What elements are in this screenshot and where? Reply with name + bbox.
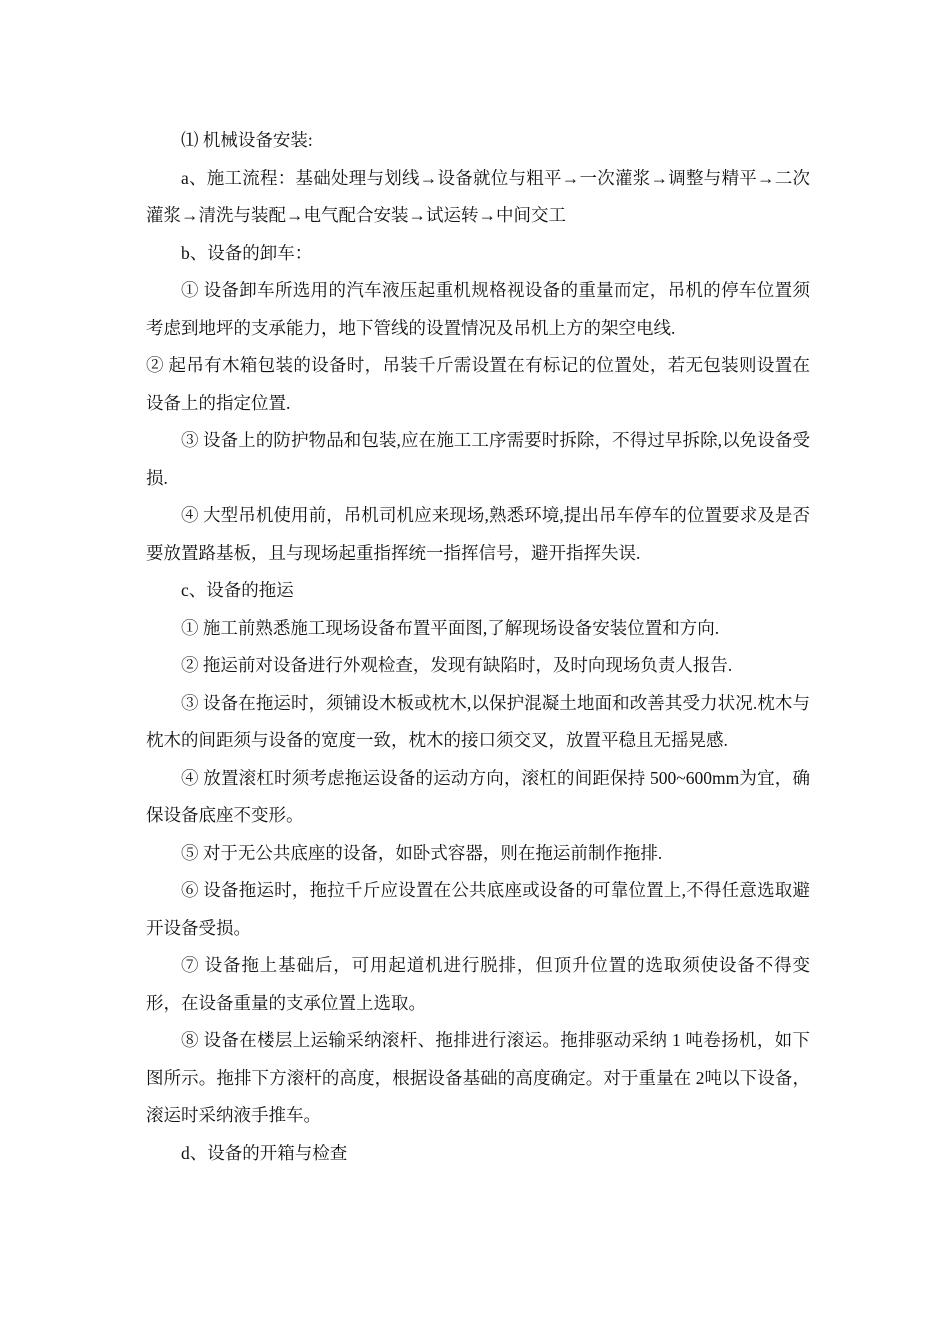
- paragraph-unloading-4: ④ 大型吊机使用前，吊机司机应来现场,熟悉环境,提出吊车停车的位置要求及是否要放置路基板，且与现场起重指挥统一指挥信号，避开指挥失误.: [146, 505, 810, 563]
- paragraph-transport-4: ④ 放置滚杠时须考虑拖运设备的运动方向，滚杠的间距保持 500~600mm为宜，确保设备底座不变形。: [146, 767, 810, 825]
- paragraph-transport-7: ⑦ 设备拖上基础后，可用起道机进行脱排，但顶升位置的选取须使设备不得变形，在设备重量的支承位置上选取。: [146, 955, 810, 1013]
- paragraph-transport-3: ③ 设备在拖运时，须铺设木板或枕木,以保护混凝土地面和改善其受力状况.枕木与枕木的间距须与设备的宽度一致，枕木的接口须交叉，放置平稳且无摇晃感.: [146, 692, 810, 750]
- heading-mechanical-install: ⑴ 机械设备安装:: [181, 130, 313, 150]
- paragraph-transport-8: ⑧ 设备在楼层上运输采纳滚杆、拖排进行滚运。拖排驱动采纳 1 吨卷扬机，如下图所示。拖排下方滚杆的高度，根据设备基础的高度确定。对于重量在 2吨以下设备，滚运时采纳液手推车。: [146, 1030, 810, 1125]
- paragraph-transport-2: ② 拖运前对设备进行外观检查，发现有缺陷时，及时向现场负责人报告.: [181, 655, 733, 675]
- paragraph-unloading-1: ① 设备卸车所选用的汽车液压起重机规格视设备的重量而定，吊机的停车位置须考虑到地坪的支承能力，地下管线的设置情况及吊机上方的架空电线.: [146, 280, 810, 338]
- subheading-unpacking: d、设备的开箱与检查: [181, 1142, 348, 1163]
- paragraph-unloading-2: ② 起吊有木箱包装的设备时，吊装千斤需设置在有标记的位置处，若无包装则设置在设备上的指定位置.: [146, 355, 810, 413]
- paragraph-transport-5: ⑤ 对于无公共底座的设备，如卧式容器，则在拖运前制作拖排.: [181, 842, 663, 863]
- paragraph-transport-1: ① 施工前熟悉施工现场设备布置平面图,了解现场设备安装位置和方向.: [181, 617, 720, 638]
- subheading-transport: c、设备的拖运: [181, 580, 294, 600]
- paragraph-unloading-3: ③ 设备上的防护物品和包装,应在施工工序需要时拆除，不得过早拆除,以免设备受损.: [146, 430, 810, 488]
- document-page: [146, 122, 810, 1172]
- subheading-unloading: b、设备的卸车：: [181, 242, 313, 263]
- paragraph-construction-flow: a、施工流程：基础处理与划线→设备就位与粗平→一次灌浆→调整与精平→二次灌浆→清洗与装配→电气配合安装→试运转→中间交工: [146, 167, 810, 225]
- paragraph-transport-6: ⑥ 设备拖运时，拖拉千斤应设置在公共底座或设备的可靠位置上,不得任意选取避开设备受损。: [146, 880, 810, 938]
